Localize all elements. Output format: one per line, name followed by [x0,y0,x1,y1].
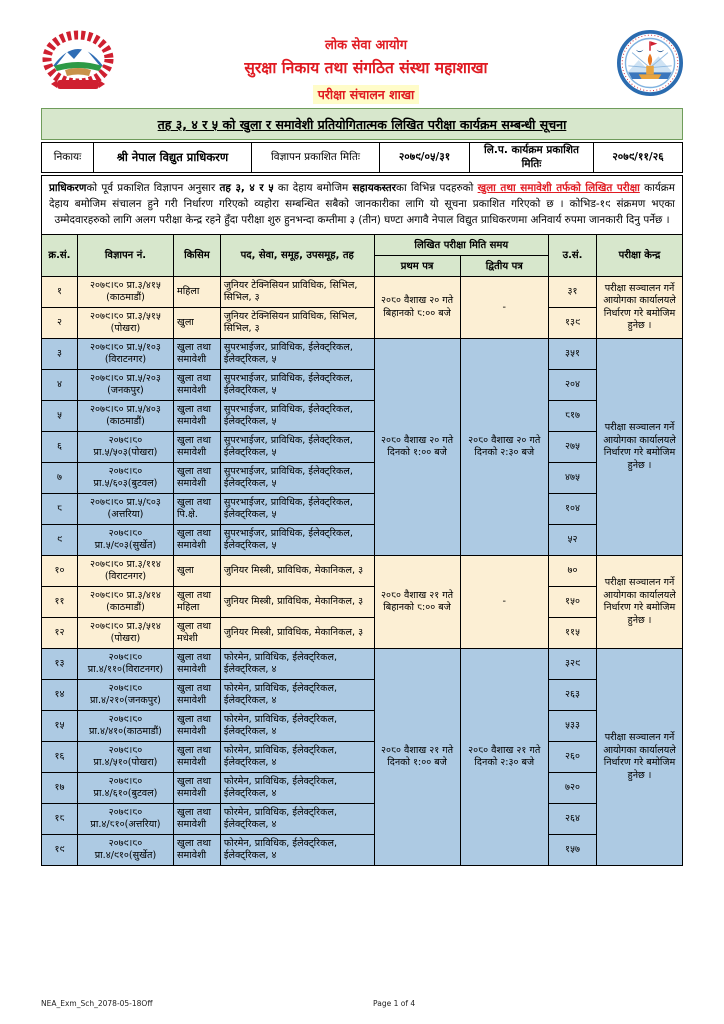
notice-text-segment: कार्यक्रम देहाय बमोजिम संचालन हुने गरी निर्धारण गरिएको व्यहोरा सम्बन्धित सबैको जानकारीका लागि यो सूचना प्रकाशित गरिएको छ । कोभिड-१९ संक्रमण भएका उम्मेदवारहरुको लागि अलग परीक्षा केन्द्र रहने हुँदा परीक्षा शुरु हुनभन्दा कम्तीमा ३ (तीन) घण्टा अगावै नेपाल विद्युत प्राधिकरणमा अनिवार्य रुपमा जानकारी दिनु पर्नेछ । [49,181,675,227]
paper2-datetime-cell: २०८० वैशाख २१ गते दिनको २:३० बजे [460,649,548,866]
type-cell: खुला तथा समावेशी [174,370,221,401]
sn-cell: ४ [42,370,78,401]
candidate-count-cell: २६४ [548,804,596,835]
ad-no-cell: २०७९।८० प्रा.४/६१०(बुटवल) [77,773,173,804]
table-row [42,308,683,339]
exam-schedule-table [41,234,683,866]
ad-no-cell: २०७९।८० प्रा.४/४१०(काठमाडौं) [77,711,173,742]
candidate-count-cell: ४७५ [548,463,596,494]
sn-cell: १८ [42,804,78,835]
notice-text-segment: सहायकस्तर [352,181,396,194]
paper2-datetime-cell: २०८० वैशाख २० गते दिनको २:३० बजे [460,339,548,556]
paper1-datetime-cell: २०८० वैशाख २० गते बिहानको ८:०० बजे [374,277,460,339]
type-cell: खुला तथा पि.क्षे. [174,494,221,525]
sn-cell: १९ [42,835,78,866]
header-paper1: प्रथम पत्र [374,256,460,277]
ad-no-cell: २०७९।८० प्रा.५/२०३ (जनकपुर) [77,370,173,401]
candidate-count-cell: ११५ [548,618,596,649]
candidate-count-cell: ३५१ [548,339,596,370]
table-row [42,618,683,649]
sn-cell: ६ [42,432,78,463]
sn-cell: २ [42,308,78,339]
notice-text-segment: तह ३, ४ र ५ [219,181,274,194]
sn-cell: १७ [42,773,78,804]
ad-no-cell: २०७९।८० प्रा.५/८०३ (अत्तरिया) [77,494,173,525]
ad-no-cell: २०७९।८० प्रा.३/४१४ (काठमाडौं) [77,587,173,618]
type-cell: खुला तथा समावेशी [174,339,221,370]
notice-text-segment: का देहाय बमोजिम [273,181,353,194]
post-cell: सुपरभाईजर, प्राविधिक, ईलेक्ट्रिकल, ईलेक्ट्रिकल, ५ [220,525,374,556]
ad-no-cell: २०७९।८० प्रा.४/२१०(जनकपुर) [77,680,173,711]
candidate-count-cell: २७५ [548,432,596,463]
post-cell: फोरमेन, प्राविधिक, ईलेक्ट्रिकल, ईलेक्ट्रिकल, ४ [220,680,374,711]
table-row [42,401,683,432]
type-cell: खुला [174,556,221,587]
table-row [42,804,683,835]
sn-cell: ३ [42,339,78,370]
header-count: उ.सं. [548,235,596,277]
page-footer [41,999,683,1008]
type-cell: खुला तथा मधेशी [174,618,221,649]
header-exam-datetime: लिखित परीक्षा मिति समय [374,235,548,256]
header-exam-center: परीक्षा केन्द्र [597,235,683,277]
ad-no-cell: २०७९।८० प्रा.४/८१०(अत्तरिया) [77,804,173,835]
type-cell: महिला [174,277,221,308]
header-sn: क्र.सं. [42,235,78,277]
ad-published-date-label: विज्ञापन प्रकाशित मितिः [252,143,380,172]
post-cell: सुपरभाईजर, प्राविधिक, ईलेक्ट्रिकल, ईलेक्ट्रिकल, ५ [220,463,374,494]
notice-text-segment: प्राधिकरण [49,181,87,194]
post-cell: जुनियर मिस्त्री, प्राविधिक, मेकानिकल, ३ [220,556,374,587]
post-cell: जुनियर मिस्त्री, प्राविधिक, मेकानिकल, ३ [220,587,374,618]
ad-published-date-value: २०७९/०५/३१ [380,143,470,172]
org-name-line1: लोक सेवा आयोग [324,38,408,53]
ad-no-cell: २०७९।८० प्रा.३/५१५ (पोखरा) [77,308,173,339]
post-cell: फोरमेन, प्राविधिक, ईलेक्ट्रिकल, ईलेक्ट्रिकल, ४ [220,773,374,804]
post-cell: सुपरभाईजर, प्राविधिक, ईलेक्ट्रिकल, ईलेक्ट्रिकल, ५ [220,370,374,401]
ad-no-cell: २०७९।८० प्रा.५/१०३ (विराटनगर) [77,339,173,370]
table-row [42,649,683,680]
post-cell: फोरमेन, प्राविधिक, ईलेक्ट्रिकल, ईलेक्ट्रिकल, ४ [220,835,374,866]
footer-page-number: Page 1 of 4 [373,999,416,1008]
notice-paragraph [41,175,683,234]
agency-value: श्री नेपाल विद्युत प्राधिकरण [94,143,252,172]
ad-no-cell: २०७९।८० प्रा.५/४०३ (काठमाडौं) [77,401,173,432]
candidate-count-cell: ५३३ [548,711,596,742]
agency-info-row [41,142,683,173]
notice-title-bar [41,108,683,140]
type-cell: खुला तथा समावेशी [174,680,221,711]
sn-cell: १२ [42,618,78,649]
header-ad-no: विज्ञापन नं. [77,235,173,277]
sn-cell: ७ [42,463,78,494]
candidate-count-cell: ७२० [548,773,596,804]
candidate-count-cell: ७० [548,556,596,587]
table-row [42,277,683,308]
sn-cell: १ [42,277,78,308]
org-name-line3: परीक्षा संचालन शाखा [313,85,420,104]
type-cell: खुला तथा समावेशी [174,401,221,432]
org-name-line2: सुरक्षा निकाय तथा संगठित संस्था महाशाखा [244,59,488,78]
post-cell: जुनियर टेक्निसियन प्राविधिक, सिभिल, सिभिल, ३ [220,277,374,308]
type-cell: खुला तथा समावेशी [174,835,221,866]
table-row [42,680,683,711]
post-cell: जुनियर मिस्त्री, प्राविधिक, मेकानिकल, ३ [220,618,374,649]
sn-cell: १३ [42,649,78,680]
candidate-count-cell: ५२ [548,525,596,556]
exam-center-cell: परीक्षा सञ्चालन गर्ने आयोगका कार्यालयले निर्धारण गरे बमोजिम हुनेछ । [597,277,683,339]
type-cell: खुला तथा समावेशी [174,525,221,556]
post-cell: फोरमेन, प्राविधिक, ईलेक्ट्रिकल, ईलेक्ट्रिकल, ४ [220,804,374,835]
sn-cell: ११ [42,587,78,618]
ad-no-cell: २०७९।८० प्रा.४/११०(विराटनगर) [77,649,173,680]
table-row [42,432,683,463]
ad-no-cell: २०७९।८० प्रा.३/४१५ (काठमाडौं) [77,277,173,308]
table-row [42,556,683,587]
document-header [41,30,683,104]
paper2-datetime-cell: - [460,277,548,339]
candidate-count-cell: ८१७ [548,401,596,432]
candidate-count-cell: २०४ [548,370,596,401]
post-cell: सुपरभाईजर, प्राविधिक, ईलेक्ट्रिकल, ईलेक्ट्रिकल, ५ [220,401,374,432]
sn-cell: १६ [42,742,78,773]
sn-cell: १५ [42,711,78,742]
footer-filename: NEA_Exm_Sch_2078-05-18Off [41,999,153,1008]
paper1-datetime-cell: २०८० वैशाख २१ गते दिनको १:०० बजे [374,649,460,866]
candidate-count-cell: ३२९ [548,649,596,680]
type-cell: खुला तथा समावेशी [174,711,221,742]
post-cell: सुपरभाईजर, प्राविधिक, ईलेक्ट्रिकल, ईलेक्ट्रिकल, ५ [220,494,374,525]
sn-cell: १४ [42,680,78,711]
post-cell: सुपरभाईजर, प्राविधिक, ईलेक्ट्रिकल, ईलेक्ट्रिकल, ५ [220,339,374,370]
table-row [42,587,683,618]
program-published-date-label: लि.प. कार्यक्रम प्रकाशित मितिः [470,143,594,172]
paper2-datetime-cell: - [460,556,548,649]
post-cell: फोरमेन, प्राविधिक, ईलेक्ट्रिकल, ईलेक्ट्रिकल, ४ [220,649,374,680]
post-cell: सुपरभाईजर, प्राविधिक, ईलेक्ट्रिकल, ईलेक्ट्रिकल, ५ [220,432,374,463]
table-row [42,773,683,804]
post-cell: जुनियर टेक्निसियन प्राविधिक, सिभिल, सिभिल, ३ [220,308,374,339]
ad-no-cell: २०७९।८० प्रा.३/११४ (विराटनगर) [77,556,173,587]
agency-label: निकायः [42,143,94,172]
post-cell: फोरमेन, प्राविधिक, ईलेक्ट्रिकल, ईलेक्ट्रिकल, ४ [220,742,374,773]
nepal-government-emblem-icon [41,30,115,100]
table-row [42,463,683,494]
type-cell: खुला तथा समावेशी [174,773,221,804]
post-cell: फोरमेन, प्राविधिक, ईलेक्ट्रिकल, ईलेक्ट्रिकल, ४ [220,711,374,742]
candidate-count-cell: १०४ [548,494,596,525]
header-paper2: द्वितीय पत्र [460,256,548,277]
table-row [42,525,683,556]
public-service-commission-logo-icon [617,30,683,100]
candidate-count-cell: ३१ [548,277,596,308]
candidate-count-cell: २६३ [548,680,596,711]
ad-no-cell: २०७९।८० प्रा.५/६०३(बुटवल) [77,463,173,494]
table-row [42,835,683,866]
table-row [42,339,683,370]
program-published-date-value: २०७९/११/२६ [612,151,664,164]
header-type: किसिम [174,235,221,277]
sn-cell: ९ [42,525,78,556]
candidate-count-cell: १५० [548,587,596,618]
type-cell: खुला तथा समावेशी [174,463,221,494]
candidate-count-cell: १३९ [548,308,596,339]
exam-center-cell: परीक्षा सञ्चालन गर्ने आयोगका कार्यालयले निर्धारण गरे बमोजिम हुनेछ । [597,339,683,556]
exam-center-cell: परीक्षा सञ्चालन गर्ने आयोगका कार्यालयले निर्धारण गरे बमोजिम हुनेछ । [597,649,683,866]
ad-no-cell: २०७९।८० प्रा.४/५१०(पोखरा) [77,742,173,773]
notice-highlight-text: खुला तथा समावेशी तर्फको लिखित परीक्षा [477,181,640,194]
ad-no-cell: २०७९।८० प्रा.५/९०३(सुर्खेत) [77,525,173,556]
ad-no-cell: २०७९।८० प्रा.५/५०३(पोखरा) [77,432,173,463]
header-titles [115,30,617,104]
table-row [42,370,683,401]
table-header [42,235,683,277]
candidate-count-cell: १५७ [548,835,596,866]
sn-cell: ५ [42,401,78,432]
ad-no-cell: २०७९।८० प्रा.४/९१०(सुर्खेत) [77,835,173,866]
paper1-datetime-cell: २०८० वैशाख २१ गते बिहानको ८:०० बजे [374,556,460,649]
ad-no-cell: २०७९।८० प्रा.३/५१४ (पोखरा) [77,618,173,649]
sn-cell: ८ [42,494,78,525]
table-row [42,742,683,773]
type-cell: खुला तथा समावेशी [174,804,221,835]
header-post: पद, सेवा, समूह, उपसमूह, तह [220,235,374,277]
exam-center-cell: परीक्षा सञ्चालन गर्ने आयोगका कार्यालयले निर्धारण गरे बमोजिम हुनेछ । [597,556,683,649]
notice-title: तह ३, ४ र ५ को खुला र समावेशी प्रतियोगितात्मक लिखित परीक्षा कार्यक्रम सम्बन्धी सूचना [157,116,567,132]
sn-cell: १० [42,556,78,587]
type-cell: खुला तथा समावेशी [174,432,221,463]
table-body [42,277,683,866]
type-cell: खुला [174,308,221,339]
type-cell: खुला तथा समावेशी [174,649,221,680]
table-row [42,711,683,742]
type-cell: खुला तथा महिला [174,587,221,618]
notice-text-segment: का विभिन्न पदहरुको [395,181,478,194]
paper1-datetime-cell: २०८० वैशाख २० गते दिनको १:०० बजे [374,339,460,556]
type-cell: खुला तथा समावेशी [174,742,221,773]
candidate-count-cell: २६० [548,742,596,773]
table-row [42,494,683,525]
notice-text-segment: को पूर्व प्रकाशित विज्ञापन अनुसार [86,181,220,194]
